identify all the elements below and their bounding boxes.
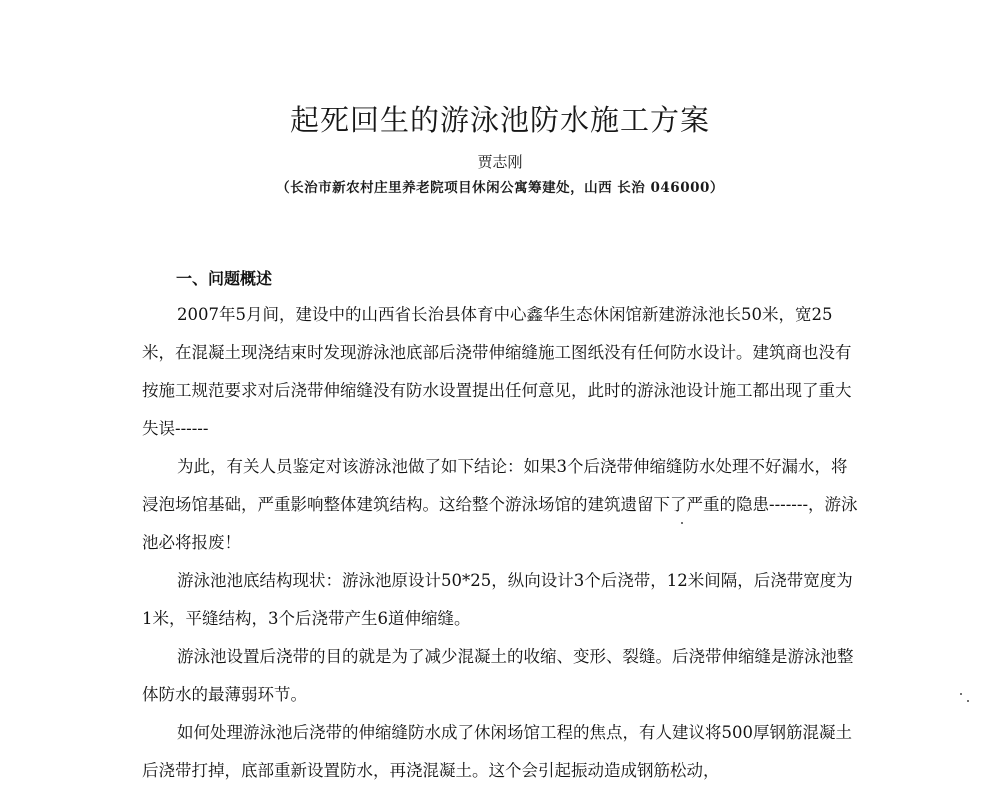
document-title: 起死回生的游泳池防水施工方案 xyxy=(289,103,710,137)
scan-speck xyxy=(967,700,969,702)
paragraph: 游泳池池底结构现状：游泳池原设计50*25，纵向设计3个后浇带，12米间隔，后浇带宽度为1米，平缝结构，3个后浇带产生6道伸缩缝。 xyxy=(142,571,853,628)
author-name: 贾志刚 xyxy=(477,153,523,171)
scan-speck xyxy=(960,693,962,695)
paragraph: 为此，有关人员鉴定对该游泳池做了如下结论：如果3个后浇带伸缩缝防水处理不好漏水，将浸泡场馆基础，严重影响整体建筑结构。这给整个游泳场馆的建筑遗留下了严重的隐患-------，游泳池必将报废！ xyxy=(142,457,858,552)
paragraph: 如何处理游泳池后浇带的伸缩缝防水成了休闲场馆工程的焦点，有人建议将500厚钢筋混凝土后浇带打掉，底部重新设置防水，再浇混凝土。这个会引起振动造成钢筋松动， xyxy=(142,723,852,780)
paragraph: 2007年5月间，建设中的山西省长治县体育中心鑫华生态休闲馆新建游泳池长50米，宽25米，在混凝土现浇结束时发现游泳池底部后浇带伸缩缝施工图纸没有任何防水设计。建筑商也没有按施工规范要求对后浇带伸缩缝没有防水设置提出任何意见，此时的游泳池设计施工都出现了重大失误------ xyxy=(142,305,852,438)
scan-speck xyxy=(681,522,683,524)
paragraph: 游泳池设置后浇带的目的就是为了减少混凝土的收缩、变形、裂缝。后浇带伸缩缝是游泳池整体防水的最薄弱环节。 xyxy=(142,647,854,704)
body-text xyxy=(142,296,858,790)
section-heading: 一、问题概述 xyxy=(176,269,273,288)
author-affiliation: （长治市新农村庄里养老院项目休闲公寓筹建处，山西 长治 046000） xyxy=(276,180,724,196)
